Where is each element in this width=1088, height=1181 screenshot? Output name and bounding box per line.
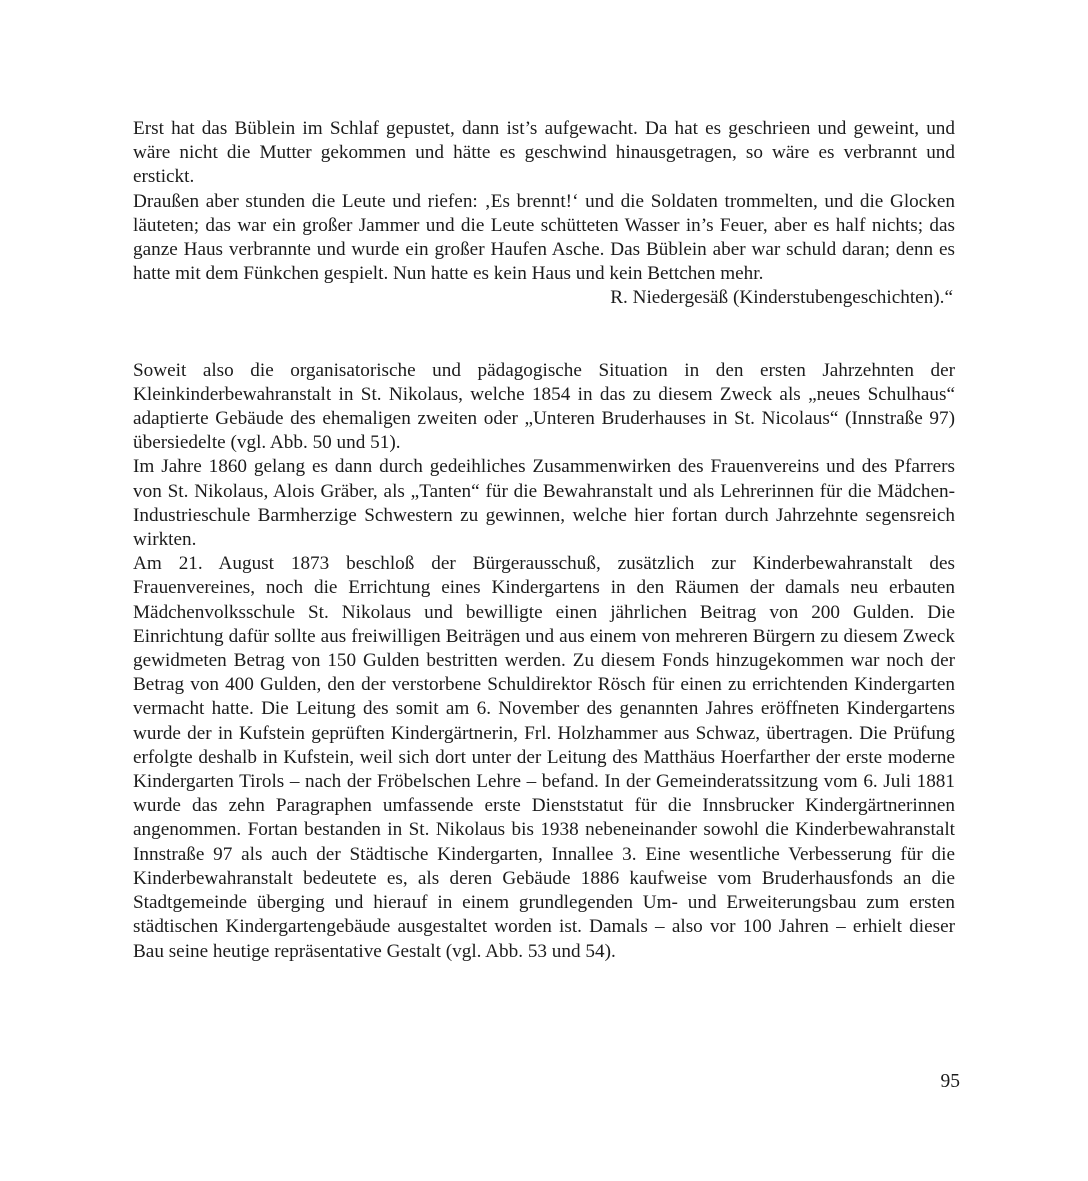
quote-attribution: R. Niedergesäß (Kinderstubengeschichten).“	[610, 287, 953, 309]
body-paragraph-1: Soweit also die organisatorische und pädagogische Situation in den ersten Jahrzehnten der Kleinkinderbewahranstalt in St. Nikolaus, welche 1854 in das zu diesem Zweck als „neues Schulhaus“ adaptierte Gebäude des ehemaligen zweiten oder „Unteren Bruderhauses in St. Nicolaus“ (Innstraße 97) übersiedelte (vgl. Abb. 50 und 51).	[133, 359, 955, 454]
section-spacer	[133, 311, 955, 359]
page-number: 95	[940, 1071, 960, 1092]
body-paragraph-2: Im Jahre 1860 gelang es dann durch gedeihliches Zusammenwirken des Frauenvereins und des Pfarrers von St. Nikolaus, Alois Gräber, als „Tanten“ für die Bewahranstalt und als Lehrerinnen für die Mädchen-Industrieschule Barmherzige Schwestern zu gewinnen, welche hier fortan durch Jahrzehnte segensreich wirkten.	[133, 456, 955, 551]
quote-paragraph-2: Draußen aber stunden die Leute und riefen: ‚Es brennt!‘ und die Soldaten trommelten, und die Glocken läuteten; das war ein großer Jammer und die Leute schütteten Wasser in’s Feuer, aber es half nichts; das ganze Haus verbrannte und wurde ein großer Haufen Asche. Das Büblein aber war schuld daran; denn es hatte mit dem Fünkchen gespielt. Nun hatte es kein Haus und kein Bettchen mehr.	[133, 190, 955, 285]
page-content	[133, 117, 955, 964]
body-paragraph-3: Am 21. August 1873 beschloß der Bürgerausschuß, zusätzlich zur Kinderbewahranstalt des Frauenvereines, noch die Errichtung eines Kindergartens in den Räumen der damals neu erbauten Mädchenvolksschule St. Nikolaus und bewilligte einen jährlichen Beitrag von 200 Gulden. Die Einrichtung dafür sollte aus freiwilligen Beiträgen und aus einem von mehreren Bürgern zu diesem Zweck gewidmeten Betrag von 150 Gulden bestritten werden. Zu diesem Fonds hinzugekommen war noch der Betrag von 400 Gulden, den der verstorbene Schuldirektor Rösch für einen zu errichtenden Kindergarten vermacht hatte. Die Leitung des somit am 6. November des genannten Jahres eröffneten Kindergartens wurde der in Kufstein geprüften Kindergärtnerin, Frl. Holzhammer aus Schwaz, übertragen. Die Prüfung erfolgte deshalb in Kufstein, weil sich dort unter der Leitung des Matthäus Hoerfarther der erste moderne Kindergarten Tirols – nach der Fröbelschen Lehre – befand. In der Gemeinderatssitzung vom 6. Juli 1881 wurde das zehn Paragraphen umfassende erste Dienststatut für die Innsbrucker Kindergärtnerinnen angenommen. Fortan bestanden in St. Nikolaus bis 1938 nebeneinander sowohl die Kinderbewahranstalt Innstraße 97 als auch der Städtische Kindergarten, Innallee 3. Eine wesentliche Verbesserung für die Kinderbewahranstalt bedeutete es, als deren Gebäude 1886 kaufweise vom Bruderhausfonds an die Stadtgemeinde überging und hierauf in einem grundlegenden Um- und Erweiterungsbau zum ersten städtischen Kindergartengebäude ausgestaltet worden ist. Damals – also vor 100 Jahren – erhielt dieser Bau seine heutige repräsentative Gestalt (vgl. Abb. 53 und 54).	[133, 553, 955, 962]
quote-paragraph-1: Erst hat das Büblein im Schlaf gepustet, dann ist’s aufgewacht. Da hat es geschrieen und geweint, und wäre nicht die Mutter gekommen und hätte es geschwind hinausgetragen, so wäre es verbrannt und erstickt.	[133, 118, 955, 188]
